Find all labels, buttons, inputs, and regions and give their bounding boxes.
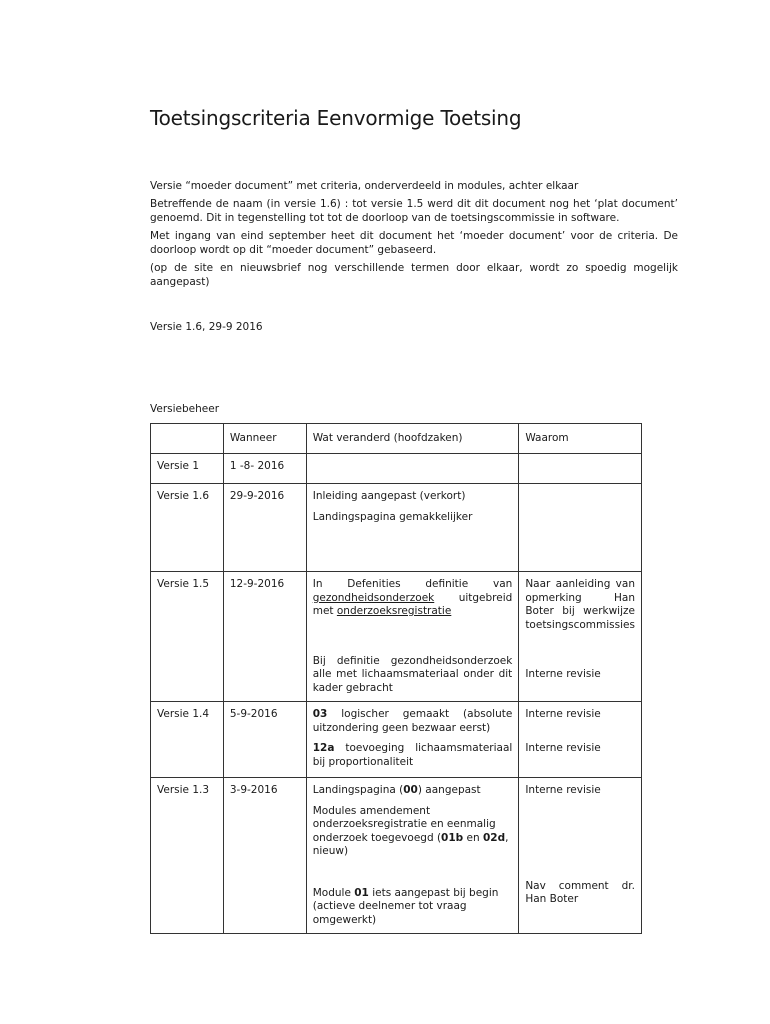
change-text: Module 01 iets aangepast bij begin (actieve deelnemer tot vraag omgewerkt) <box>312 886 499 926</box>
change-text: Landingspagina gemakkelijker <box>312 510 473 523</box>
reason-cell <box>519 702 642 778</box>
date-cell: 12-9-2016 <box>223 572 306 702</box>
intro-paragraph: Met ingang van eind september heet dit document het ‘moeder document’ voor de criteria. De doorloop wordt op dit “moeder document” gebaseerd. <box>150 230 678 256</box>
header-cell: Wanneer <box>223 424 306 454</box>
change-text: 12a toevoeging lichaamsmateriaal bij proportionaliteit <box>312 742 513 768</box>
intro-text <box>150 179 678 293</box>
reason-text: Interne revisie <box>525 708 601 720</box>
reason-text: Interne revisie <box>525 784 601 796</box>
reason-cell <box>519 572 642 702</box>
reason-text: Interne revisie <box>525 741 601 754</box>
table-row <box>151 778 642 934</box>
header-cell <box>151 424 224 454</box>
intro-paragraph: Betreffende de naam (in versie 1.6) : tot versie 1.5 werd dit dit document nog het ‘plat document’ genoemd. Dit in tegenstelling tot tot de doorloop van de toetsingscommissie in software. <box>150 198 678 224</box>
date-cell: 3-9-2016 <box>223 778 306 934</box>
header-cell: Waarom <box>519 424 642 454</box>
changes-cell <box>306 572 519 702</box>
intro-paragraph: Versie “moeder document” met criteria, onderverdeeld in modules, achter elkaar <box>150 180 579 192</box>
change-text: In Defenities definitie van gezondheidsonderzoek uitgebreid met onderzoeksregistratie <box>312 578 513 617</box>
version-cell: Versie 1.4 <box>151 702 224 778</box>
version-cell: Versie 1.6 <box>151 484 224 572</box>
version-cell: Versie 1.3 <box>151 778 224 934</box>
reason-cell <box>519 484 642 572</box>
change-text: Landingspagina (00) aangepast <box>312 784 481 796</box>
header-cell: Wat veranderd (hoofdzaken) <box>306 424 519 454</box>
table-row <box>151 572 642 702</box>
date-cell: 5-9-2016 <box>223 702 306 778</box>
version-line: Versie 1.6, 29-9 2016 <box>150 321 263 333</box>
changes-cell <box>306 702 519 778</box>
version-cell: Versie 1.5 <box>151 572 224 702</box>
table-row <box>151 702 642 778</box>
changes-cell <box>306 778 519 934</box>
reason-cell <box>519 454 642 484</box>
reason-text: Nav comment dr. Han Boter <box>525 879 635 905</box>
table-row <box>151 454 642 484</box>
change-text: 03 logischer gemaakt (absolute uitzondering geen bezwaar eerst) <box>312 708 513 734</box>
change-text: Inleiding aangepast (verkort) <box>312 490 466 502</box>
version-cell: Versie 1 <box>151 454 224 484</box>
change-text: Bij definitie gezondheidsonderzoek alle met lichaamsmateriaal onder dit kader gebracht <box>312 654 513 694</box>
version-table <box>150 423 642 934</box>
reason-cell <box>519 778 642 934</box>
date-cell: 29-9-2016 <box>223 484 306 572</box>
intro-paragraph: (op de site en nieuwsbrief nog verschillende termen door elkaar, wordt zo spoedig mogelijk aangepast) <box>150 262 678 288</box>
date-cell: 1 -8- 2016 <box>223 454 306 484</box>
table-header-row <box>151 424 642 454</box>
changes-cell <box>306 454 519 484</box>
table-row <box>151 484 642 572</box>
versiebeheer-label: Versiebeheer <box>150 403 220 415</box>
reason-text: Interne revisie <box>525 668 601 680</box>
reason-text: Naar aanleiding van opmerking Han Boter bij werkwijze toetsingscommissies <box>525 578 635 631</box>
changes-cell <box>306 484 519 572</box>
change-text: Modules amendement onderzoeksregistratie en eenmalig onderzoek toegevoegd (01b en 02d, nieuw) <box>312 804 509 857</box>
document-title: Toetsingscriteria Eenvormige Toetsing <box>150 106 522 130</box>
